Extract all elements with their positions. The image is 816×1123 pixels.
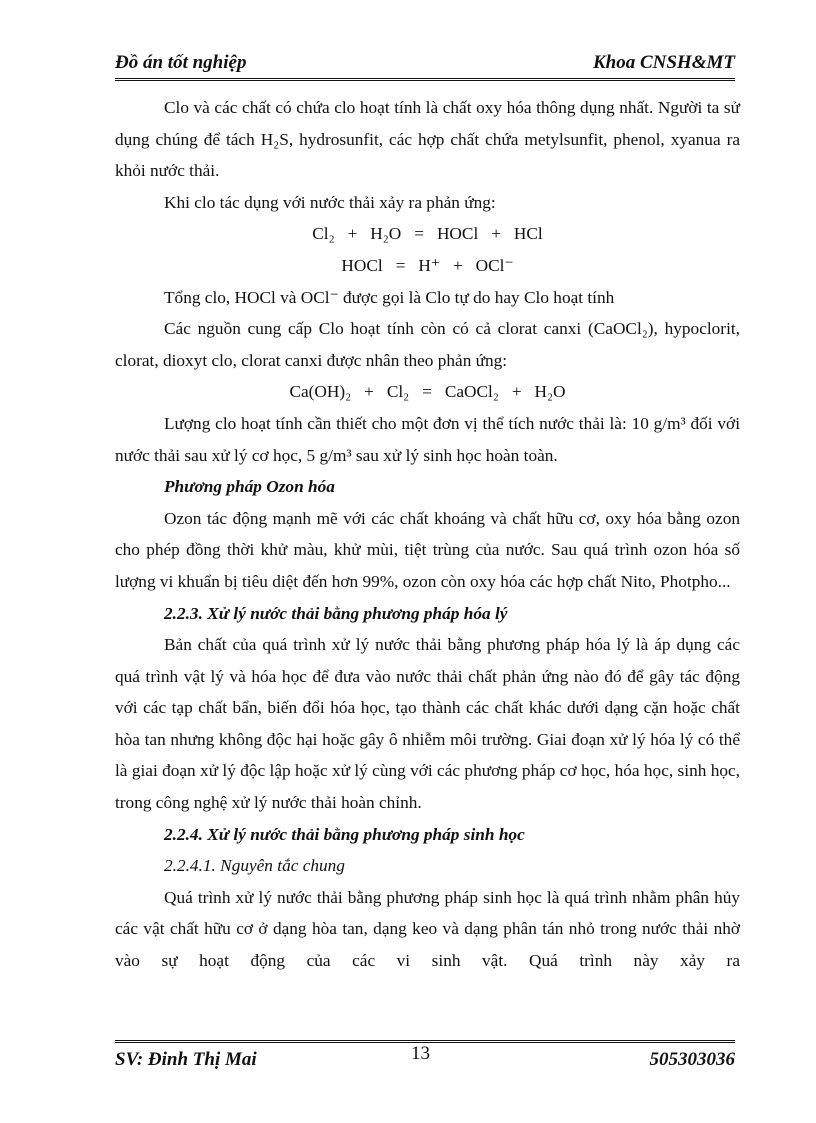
heading-section-2-2-4-1: 2.2.4.1. Nguyên tắc chung (164, 856, 345, 876)
heading-ozonation: Phương pháp Ozon hóa (164, 477, 335, 497)
paragraph-chlorine-dose: Lượng clo hoạt tính cần thiết cho một đơn vị thể tích nước thải là: 10 g/m³ đối với nước thải sau xử lý cơ học, 5 g/m³ sau xử lý sinh học hoàn toàn. (115, 413, 740, 465)
paragraph-biological-principle: Quá trình xử lý nước thải bằng phương pháp sinh học là quá trình nhằm phân hủy các vật chất hữu cơ ở dạng hòa tan, dạng keo và dạng phân tán nhỏ trong nước thải nhờ vào sự hoạt động của các vi sinh vật. Quá trình này xảy ra (115, 887, 740, 971)
equation-hocl-dissociation: HOCl = H⁺ + OCl⁻ (341, 255, 514, 275)
paragraph-chlorine-intro: Clo và các chất có chứa clo hoạt tính là chất oxy hóa thông dụng nhất. Người ta sử dụng chúng để tách H₂S, hydrosunfit, các hợp chất chứa metylsunfit, phenol, xyanua ra khỏi nước thải. (115, 98, 740, 181)
paragraph-ozonation: Ozon tác động mạnh mẽ với các chất khoáng và chất hữu cơ, oxy hóa bằng ozon cho phép đồng thời khử màu, khử mùi, tiệt trùng của nước. Sau quá trình ozon hóa số lượng vi khuẩn bị tiêu diệt đến hơn 99%, ozon còn oxy hóa các hợp chất Nito, Photpho... (115, 508, 740, 591)
page-number: 13 (411, 1043, 430, 1064)
page-footer (115, 1040, 735, 1073)
heading-section-2-2-3: 2.2.3. Xử lý nước thải bằng phương pháp hóa lý (164, 603, 508, 623)
paragraph-physicochemical: Bản chất của quá trình xử lý nước thải bằng phương pháp hóa lý là áp dụng các quá trình vật lý và hóa học để đưa vào nước thải chất phản ứng nào đó để gây tác động với các tạp chất bẩn, biến đổi hóa học, tạo thành các chất khác dưới dạng cặn hoặc chất hòa tan nhưng không độc hại hoặc gây ô nhiễm môi trường. Giai đoạn xử lý hóa lý có thể là giai đoạn xử lý độc lập hoặc xử lý cùng với các phương pháp cơ học, hóa học, sinh học, trong công nghệ xử lý nước thải hoàn chỉnh. (115, 635, 740, 813)
paragraph-reaction-intro: Khi clo tác dụng với nước thải xảy ra phản ứng: (164, 192, 496, 212)
heading-section-2-2-4: 2.2.4. Xử lý nước thải bằng phương pháp sinh học (164, 824, 525, 844)
footer-student-id: 505303036 (649, 1049, 735, 1070)
paragraph-chlorine-sources: Các nguồn cung cấp Clo hoạt tính còn có cả clorat canxi (CaOCl₂), hypoclorit, clorat, dioxyt clo, clorat canxi được nhân theo phản ứng: (115, 319, 740, 370)
footer-student-name: SV: Đinh Thị Mai (115, 1049, 257, 1070)
header-thesis-label: Đồ án tốt nghiệp (115, 52, 247, 73)
paragraph-free-chlorine: Tổng clo, HOCl và OCl⁻ được gọi là Clo tự do hay Clo hoạt tính (164, 287, 615, 307)
page-body (115, 92, 740, 977)
header-faculty-label: Khoa CNSH&MT (592, 52, 735, 73)
page-header (115, 52, 735, 81)
equation-chlorine-water: Cl₂ + H₂O = HOCl + HCl (312, 224, 543, 244)
equation-calcium-hypochlorite: Ca(OH)₂ + Cl₂ = CaOCl₂ + H₂O (289, 382, 566, 402)
